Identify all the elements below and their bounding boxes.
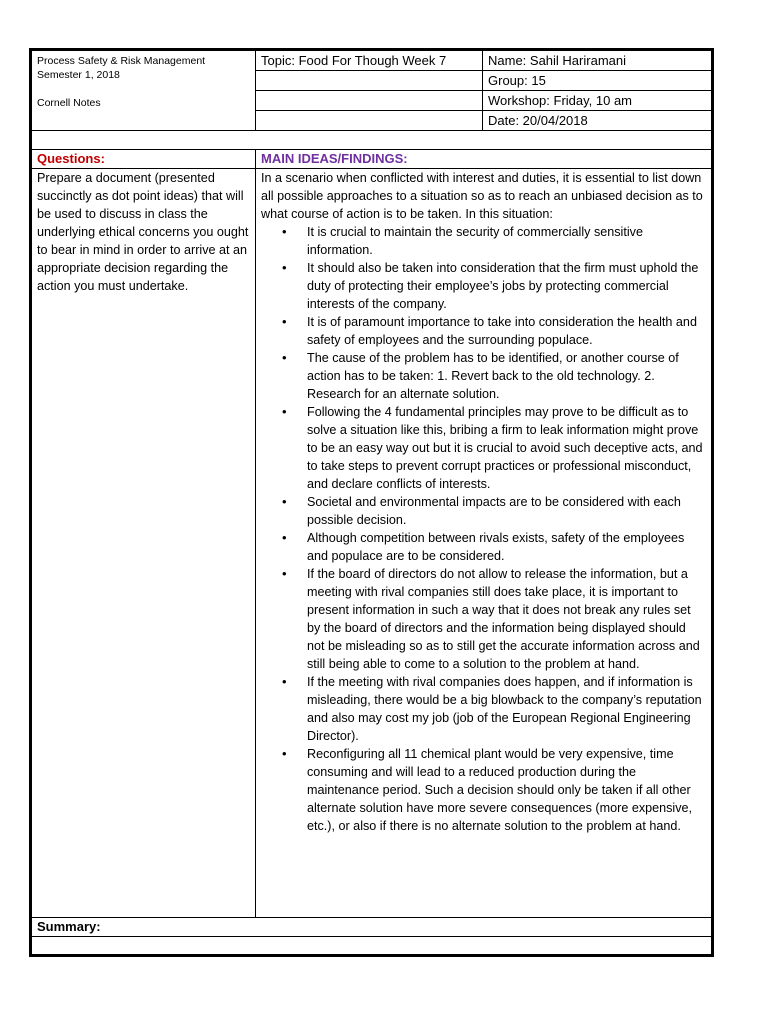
list-item: • It should also be taken into consideration that the firm must uphold the duty of protecting their employee’s jobs by protecting commercial interests of the company.	[307, 259, 706, 313]
summary-content-cell	[31, 937, 713, 956]
list-item: • Reconfiguring all 11 chemical plant would be very expensive, time consuming and will lead to a reduced production during the maintenance period. Such a decision should only be taken if all other alternate solution have more severe consequences (more expensive, etc.), or also if there is no alternate solution to the problem at hand.	[307, 745, 706, 835]
list-item: • The cause of the problem has to be identified, or another course of action has to be taken: 1. Revert back to the old technology. 2. Research for an alternate solution.	[307, 349, 706, 403]
summary-heading: Summary:	[31, 918, 713, 937]
list-item: • If the meeting with rival companies does happen, and if information is misleading, there would be a big blowback to the company’s reputation and also may cost my job (job of the European Regional Engineering Director).	[307, 673, 706, 745]
list-item: • Following the 4 fundamental principles may prove to be difficult as to solve a situation like this, bribing a firm to leak information might prove to be an easy way out but it is crucial to avoid such deceptive acts, and to take steps to prevent corrupt practices or professional misconduct, and declare conflicts of interests.	[307, 403, 706, 493]
course-title: Process Safety & Risk Management	[37, 55, 206, 67]
main-ideas-intro: In a scenario when conflicted with interest and duties, it is essential to list down all possible approaches to a situation so as to reach an unbiased decision as to what course of action is to be taken. In this situation:	[261, 171, 703, 221]
questions-cell	[31, 169, 256, 918]
list-item: • Societal and environmental impacts are to be considered with each possible decision.	[307, 493, 706, 529]
empty-cell	[256, 91, 483, 111]
notes-type-label: Cornell Notes	[37, 97, 101, 109]
notes-table	[29, 48, 714, 957]
empty-cell	[256, 111, 483, 131]
findings-list	[261, 223, 706, 835]
main-ideas-cell	[256, 169, 713, 918]
questions-text: Prepare a document (presented succinctly as dot point ideas) that will be used to discuss in class the underlying ethical concerns you ought to bear in mind in order to arrive at an appropriate decision regarding the action you must undertake.	[37, 171, 249, 293]
group-cell: Group: 15	[483, 71, 713, 91]
spacer-row	[31, 131, 713, 150]
list-item: • It is crucial to maintain the security of commercially sensitive information.	[307, 223, 706, 259]
workshop-cell: Workshop: Friday, 10 am	[483, 91, 713, 111]
course-info-cell	[31, 50, 256, 131]
empty-cell	[256, 71, 483, 91]
name-cell: Name: Sahil Hariramani	[483, 50, 713, 71]
topic-cell: Topic: Food For Though Week 7	[256, 50, 483, 71]
list-item: • If the board of directors do not allow to release the information, but a meeting with rival companies still does take place, it is important to present information in such a way that it does not break any rules set by the board of directors and the information being displayed should not be misleading so as to still get the accurate information across and still being able to come to a solution to the problem at hand.	[307, 565, 706, 673]
date-cell: Date: 20/04/2018	[483, 111, 713, 131]
list-item: • It is of paramount importance to take into consideration the health and safety of employees and the surrounding populace.	[307, 313, 706, 349]
semester-label: Semester 1, 2018	[37, 69, 120, 81]
list-item: • Although competition between rivals exists, safety of the employees and populace are to be considered.	[307, 529, 706, 565]
questions-heading: Questions:	[31, 150, 256, 169]
cornell-notes-page	[29, 48, 711, 957]
main-ideas-heading: MAIN IDEAS/FINDINGS:	[256, 150, 713, 169]
